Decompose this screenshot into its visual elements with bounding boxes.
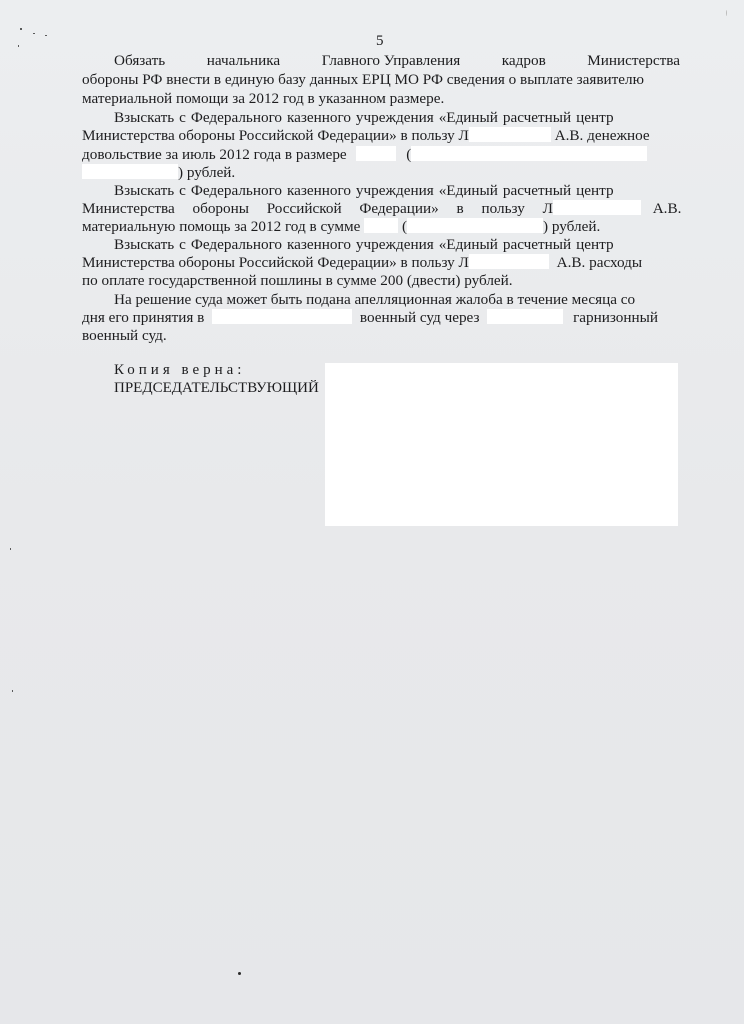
paragraph-1-line-2: обороны РФ внести в единую базу данных ЕРЦ МО РФ сведения о выплате заявителю xyxy=(82,71,644,88)
word: пользу xyxy=(481,200,525,217)
text: ( xyxy=(406,146,412,163)
text: Министерства обороны Российской Федерации» в пользу Л xyxy=(82,254,469,271)
word: в xyxy=(456,200,464,217)
paragraph-3-line-1: Взыскать с Федерального казенного учреждения «Единый расчетный центр xyxy=(114,182,614,199)
word: Л xyxy=(542,200,553,217)
redacted-surname xyxy=(553,200,641,215)
copy-certified-label: Копия верна: xyxy=(114,362,246,378)
paragraph-1-line-3: материальной помощи за 2012 год в указанном размере. xyxy=(82,90,445,107)
paragraph-1-line-1 xyxy=(82,52,680,70)
word: Российской xyxy=(266,200,342,217)
paragraph-2-line-3 xyxy=(82,146,680,164)
redacted-signature-block xyxy=(325,363,678,526)
text: довольствие за июль 2012 года в размере xyxy=(82,146,347,163)
word: обороны xyxy=(192,200,249,217)
redacted-surname xyxy=(469,127,551,142)
redacted-amount-words xyxy=(411,146,647,161)
scan-speck xyxy=(20,28,22,30)
paragraph-4-line-1: Взыскать с Федерального казенного учреждения «Единый расчетный центр xyxy=(114,236,614,253)
text: ( xyxy=(401,218,408,235)
redacted-amount-words xyxy=(407,218,543,233)
text: ) рублей. xyxy=(178,164,236,181)
word: начальника xyxy=(206,52,281,69)
redacted-garrison-name xyxy=(487,309,563,324)
word: Федерации» xyxy=(359,200,439,217)
word: Обязать xyxy=(114,52,166,69)
text: А.В. расходы xyxy=(556,254,643,271)
word: кадров xyxy=(501,52,546,69)
paragraph-3-line-2 xyxy=(82,200,680,218)
word: Министерства xyxy=(82,200,175,217)
redacted-court-name xyxy=(212,309,352,324)
scan-speck xyxy=(10,548,11,550)
paragraph-2-line-2 xyxy=(82,127,680,145)
redacted-amount xyxy=(364,218,398,233)
text: Министерства обороны Российской Федерации» в пользу Л xyxy=(82,127,469,144)
paragraph-3-line-3 xyxy=(82,218,680,236)
scan-speck xyxy=(33,33,35,34)
redacted-surname xyxy=(469,254,549,269)
scan-speck xyxy=(45,35,47,36)
paragraph-2-line-1: Взыскать с Федерального казенного учреждения «Единый расчетный центр xyxy=(114,109,614,126)
text: ) рублей. xyxy=(543,218,601,235)
text: военный суд через xyxy=(359,309,480,326)
scan-speck xyxy=(238,972,241,975)
paragraph-5-line-1: На решение суда может быть подана апелляционная жалоба в течение месяца со xyxy=(114,291,636,308)
text: материальную помощь за 2012 год в сумме xyxy=(82,218,361,235)
text: дня его принятия в xyxy=(82,309,205,326)
text: А.В. xyxy=(652,200,682,217)
page-number: 5 xyxy=(376,33,384,49)
paragraph-5-line-2 xyxy=(82,309,680,327)
text: А.В. денежное xyxy=(554,127,650,144)
text: гарнизонный xyxy=(573,309,658,326)
scan-speck xyxy=(18,45,19,47)
paragraph-2-line-4 xyxy=(82,164,680,182)
paragraph-4-line-3: по оплате государственной пошлины в сумме 200 (двести) рублей. xyxy=(82,272,513,289)
paragraph-4-line-2 xyxy=(82,254,680,272)
redacted-amount-words xyxy=(82,164,178,179)
presiding-judge-label: ПРЕДСЕДАТЕЛЬСТВУЮЩИЙ xyxy=(114,380,319,396)
paragraph-5-line-3: военный суд. xyxy=(82,327,167,344)
word: Главного Управления xyxy=(321,52,461,69)
scan-speck xyxy=(12,690,13,692)
word: Министерства xyxy=(587,52,680,69)
redacted-amount xyxy=(356,146,396,161)
scan-speck xyxy=(726,10,727,16)
